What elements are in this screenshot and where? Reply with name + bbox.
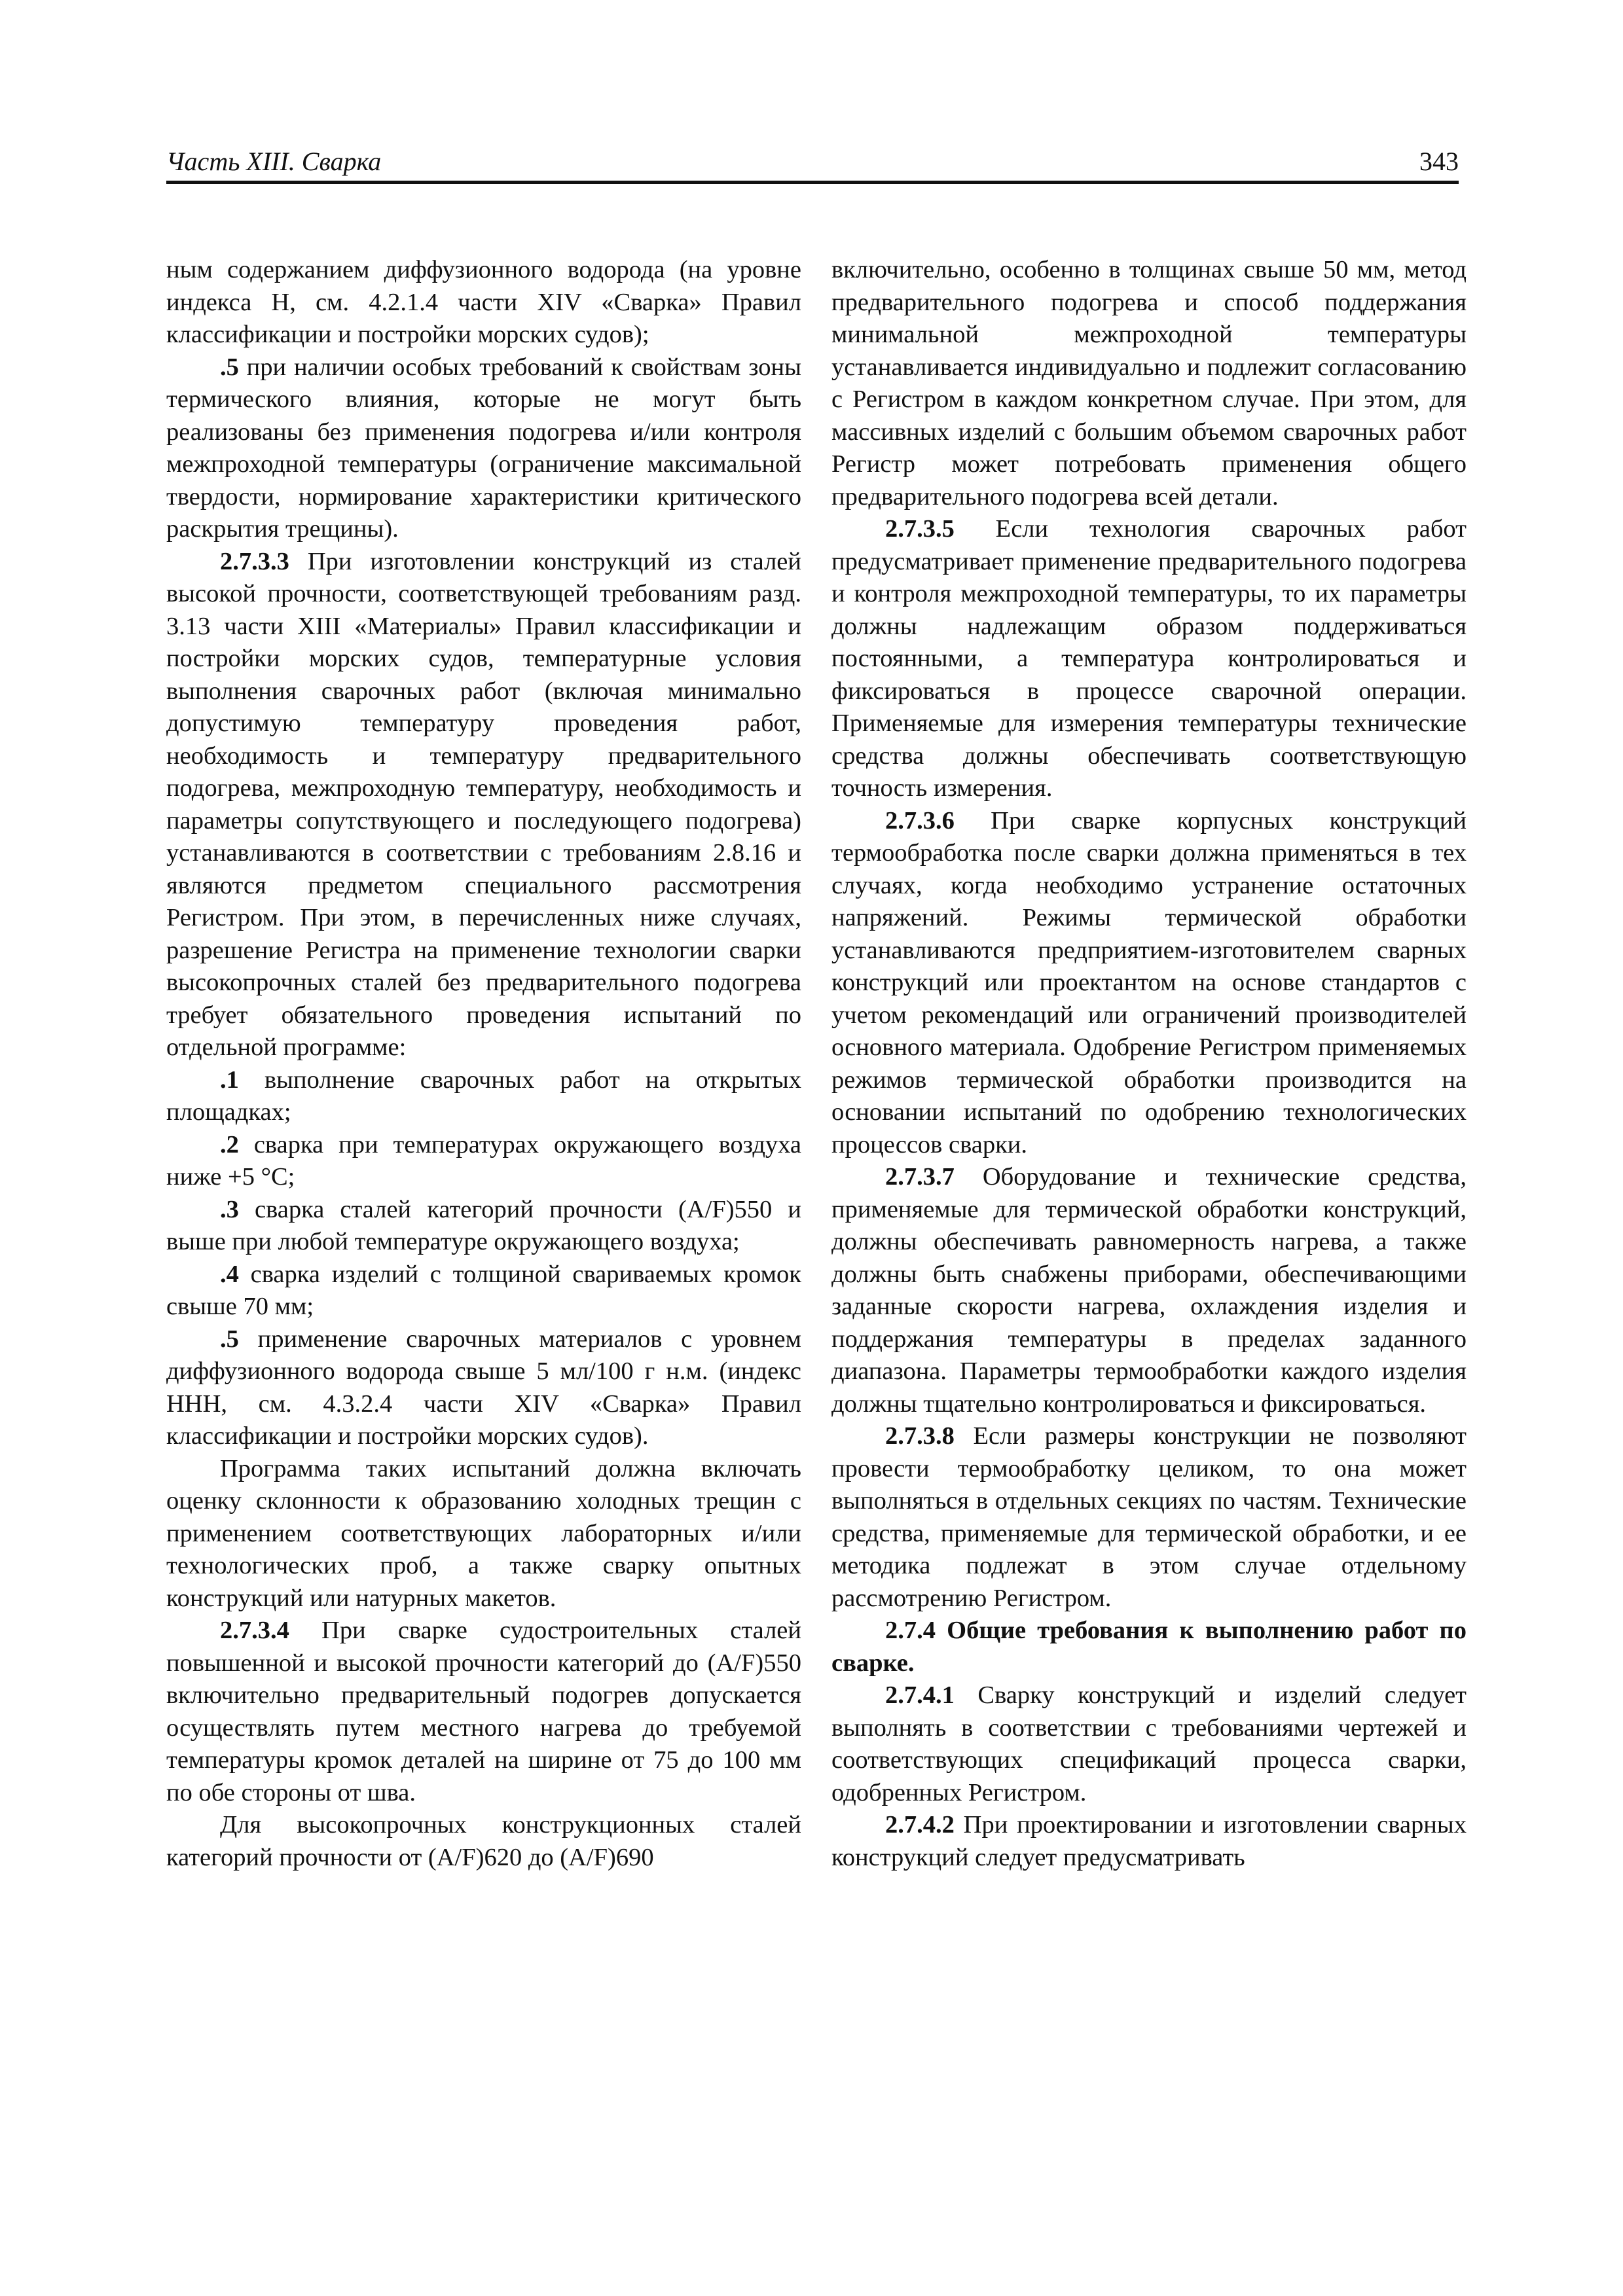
- clause: [166, 1615, 801, 1809]
- paragraph: Программа таких испытаний должна включать оценку склонности к образованию холодных трещин с применением соответствующих лабораторных и/или технологических проб, а также сварку опытных конструкций или натурных макетов.: [166, 1454, 801, 1612]
- section-heading: [831, 1615, 1467, 1679]
- paragraph: Для высокопрочных конструкционных сталей категорий прочности от (A/F)620 до (A/F)690: [166, 1811, 801, 1871]
- header-title: Часть XIII. Сварка: [166, 147, 382, 176]
- clause-number: 2.7.3.7: [885, 1163, 955, 1191]
- header-rule: [166, 181, 1459, 184]
- list-item: [166, 1064, 801, 1129]
- running-header: [166, 143, 1459, 182]
- list-item: [166, 1259, 801, 1323]
- page-number: 343: [1419, 147, 1459, 176]
- clause-text: При изготовлении конструкций из сталей высокой прочности, соответствующей требованиям разд. 3.13 части XIII «Материалы» Правил классификации и постройки морских судов, температурные условия выполнения сварочных работ (включая минимально допустимую температуру проведения работ, необходимость и температуру предварительного подогрева, межпроходную температуру, необходимость и параметры сопутствующего и последующего подогрева) устанавливаются в соответствии с требованиям 2.8.16 и являются предметом специального рассмотрения Регистром. При этом, в перечисленных ниже случаях, разрешение Регистра на применение технологии сварки высокопрочных сталей без предварительного подогрева требует обязательного проведения испытаний по отдельной программе:: [166, 547, 801, 1061]
- clause-number: 2.7.3.4: [220, 1617, 289, 1644]
- clause-text: Если размеры конструкции не позволяют провести термообработку целиком, то она может выполняться в отдельных секциях по частям. Технические средства, применяемые для термической обработки, и ее методика подлежат в этом случае отдельному рассмотрению Регистром.: [831, 1422, 1467, 1612]
- list-item: [166, 1323, 801, 1453]
- clause-number: 2.7.3.3: [220, 547, 289, 575]
- clause: [831, 1809, 1467, 1874]
- left-column: [166, 254, 801, 1874]
- clause-text: Если технология сварочных работ предусматривает применение предварительного подогрева и контроля межпроходной температуры, то их параметры должны надлежащим образом поддерживаться постоянными, а температура контролироваться и фиксироваться в процессе сварочной операции. Применяемые для измерения температуры технические средства должны обеспечивать соответствующую точность измерения.: [831, 515, 1467, 802]
- list-item: [166, 1129, 801, 1194]
- clause: [831, 1420, 1467, 1615]
- section-heading-text: 2.7.4 Общие требования к выполнению работ по сварке.: [831, 1617, 1467, 1677]
- clause: [831, 513, 1467, 805]
- item-number: .5: [220, 1325, 239, 1353]
- clause-number: 2.7.3.8: [885, 1422, 955, 1450]
- item-number: .4: [220, 1260, 239, 1288]
- clause-text: При сварке судостроительных сталей повышенной и высокой прочности категорий до (A/F)550 включительно предварительный подогрев допускается осуществлять путем местного нагрева до требуемой температуры кромок деталей на ширине от 75 до 100 мм по обе стороны от шва.: [166, 1617, 801, 1806]
- list-item: [166, 351, 801, 546]
- clause-number: 2.7.4.2: [885, 1811, 955, 1839]
- paragraph: включительно, особенно в толщинах свыше 50 мм, метод предварительного подогрева и способ поддержания минимальной межпроходной температуры устанавливается индивидуально и подлежит согласованию с Регистром в каждом конкретном случае. При этом, для массивных изделий с большим объемом сварочных работ Регистр может потребовать применения общего предварительного подогрева всей детали.: [831, 256, 1467, 511]
- clause: [831, 805, 1467, 1162]
- clause-text: При сварке корпусных конструкций термообработка после сварки должна применяться в тех случаях, когда необходимо устранение остаточных напряжений. Режимы термической обработки устанавливаются предприятием-изготовителем сварных конструкций или проектантом на основе стандартов с учетом рекомендаций или ограничений производителей основного материала. Одобрение Регистром применяемых режимов термической обработки производится на основании испытаний по одобрению технологических процессов сварки.: [831, 806, 1467, 1158]
- right-column: [831, 254, 1467, 1874]
- item-number: .2: [220, 1130, 239, 1158]
- clause: [831, 1679, 1467, 1809]
- clause: [831, 1161, 1467, 1420]
- clause-text: При проектировании и изготовлении сварных конструкций следует предусматривать: [831, 1811, 1467, 1871]
- clause-number: 2.7.3.5: [885, 515, 955, 543]
- item-text: сварка изделий с толщиной свариваемых кромок свыше 70 мм;: [166, 1260, 801, 1320]
- clause-number: 2.7.4.1: [885, 1681, 955, 1709]
- clause-number: 2.7.3.6: [885, 806, 955, 834]
- item-text: выполнение сварочных работ на открытых площадках;: [166, 1066, 801, 1126]
- clause-text: Оборудование и технические средства, применяемые для термической обработки конструкций, должны обеспечивать равномерность нагрева, а также должны быть снабжены приборами, обеспечивающими заданные скорости нагрева, охлаждения изделия и поддержания температуры в пределах заданного диапазона. Параметры термообработки каждого изделия должны тщательно контролироваться и фиксироваться.: [831, 1163, 1467, 1418]
- item-text: сварка сталей категорий прочности (A/F)550 и выше при любой температуре окружающего воздуха;: [166, 1195, 801, 1255]
- item-number: .3: [220, 1195, 239, 1223]
- paragraph: ным содержанием диффузионного водорода (на уровне индекса H, см. 4.2.1.4 части XIV «Сварка» Правил классификации и постройки морских судов);: [166, 256, 801, 348]
- item-number: .5: [220, 353, 239, 381]
- clause-text: Сварку конструкций и изделий следует выполнять в соответствии с требованиями чертежей и соответствующих спецификаций процесса сварки, одобренных Регистром.: [831, 1681, 1467, 1806]
- item-text: при наличии особых требований к свойствам зоны термического влияния, которые не могут быть реализованы без применения подогрева и/или контроля межпроходной температуры (ограничение максимальной твердости, нормирование характеристики критического раскрытия трещины).: [166, 353, 801, 543]
- item-text: применение сварочных материалов с уровнем диффузионного водорода свыше 5 мл/100 г н.м. (индекс HHH, см. 4.3.2.4 части XIV «Сварка» Правил классификации и постройки морских судов).: [166, 1325, 801, 1450]
- list-item: [166, 1194, 801, 1259]
- item-number: .1: [220, 1066, 239, 1094]
- item-text: сварка при температурах окружающего воздуха ниже +5 °С;: [166, 1130, 801, 1191]
- clause: [166, 546, 801, 1064]
